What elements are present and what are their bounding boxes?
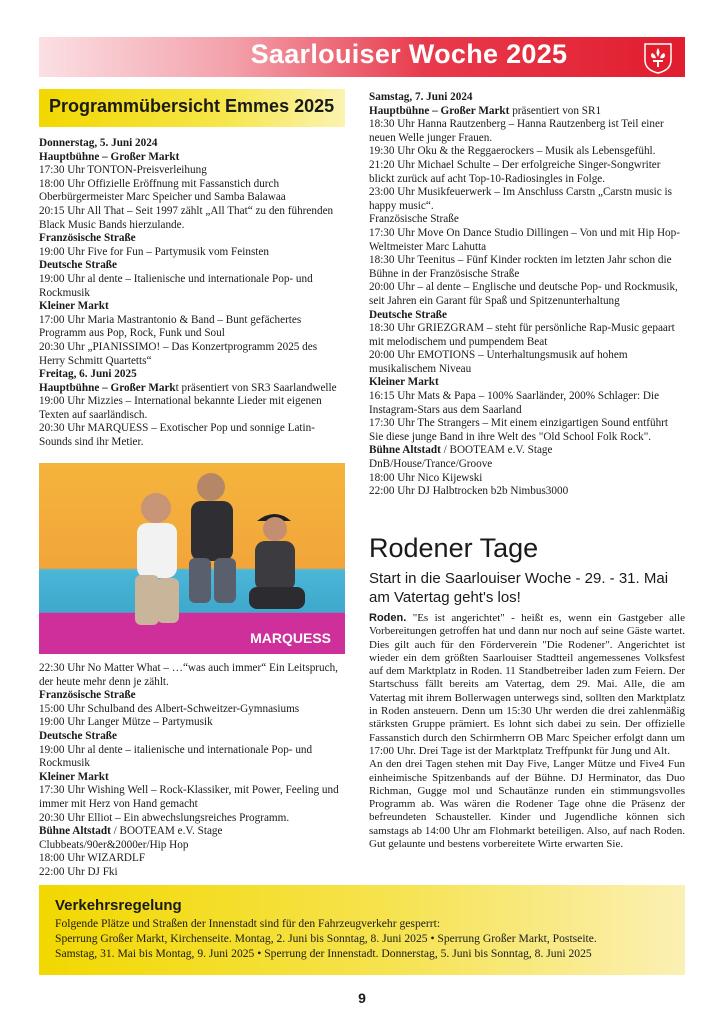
- traffic-notice-box: [39, 885, 685, 975]
- page-title: Saarlouiser Woche 2025: [250, 39, 568, 69]
- program-line: 22:30 Uhr No Matter What – …“was auch immer“ Ein Leitspruch, der heute mehr denn je zählt.: [39, 662, 338, 688]
- traffic-line-3: Samstag, 31. Mai bis Montag, 9. Juni 2025 • Sperrung der Innenstadt. Donnerstag, 5. Juni bis Sonntag, 8. Juni 2025: [55, 947, 592, 960]
- program-line: 20:15 Uhr All That – Seit 1997 zählt „All That“ zu den führenden Black Music Bands hierzulande.: [39, 204, 334, 231]
- band-photo-illustration: [39, 463, 345, 654]
- photo-caption: MARQUESS: [250, 630, 331, 646]
- program-line: Kleiner Markt: [39, 300, 109, 313]
- program-line: 18:00 Uhr Nico Kijewski: [369, 471, 483, 484]
- program-line: 19:30 Uhr Oku & the Reggaerockers – Musik als Lebensgefühl.: [369, 145, 656, 158]
- rodener-title: Rodener Tage: [369, 533, 539, 563]
- program-line: 17:30 Uhr TONTON-Preisverleihung: [39, 164, 207, 177]
- program-line: Deutsche Straße: [39, 259, 117, 272]
- program-line: Bühne Altstadt / BOOTEAM e.V. Stage: [369, 444, 553, 457]
- traffic-body: [55, 916, 680, 961]
- program-line: Donnerstag, 5. Juni 2024: [39, 137, 158, 149]
- program-line: Deutsche Straße: [39, 729, 117, 742]
- program-line: 18:30 Uhr Teenitus – Fünf Kinder rockten im letzten Jahr schon die Bühne in der Französische Straße: [369, 254, 672, 280]
- program-line: Kleiner Markt: [39, 770, 109, 783]
- program-line: 17:30 Uhr Wishing Well – Rock-Klassiker, mit Power, Feeling und immer mit Herz von Hand gemacht: [39, 784, 339, 810]
- program-line: Französische Straße: [369, 213, 459, 226]
- program-line: 19:00 Uhr Five for Fun – Partymusik vom Feinsten: [39, 245, 269, 258]
- fleur-de-lis-crest-icon: [641, 40, 675, 74]
- program-line: 17:30 Uhr Move On Dance Studio Dillingen – Von und mit Hip Hop-Weltmeister Marc Lahutta: [369, 226, 680, 253]
- rodener-article: [369, 612, 685, 851]
- program-line: Clubbeats/90er&2000er/Hip Hop: [39, 838, 189, 851]
- program-line: Hauptbühne – Großer Markt präsentiert von SR1: [369, 104, 602, 117]
- program-line: 20:00 Uhr – al dente – Englische und deutsche Pop- und Rockmusik, seit Jahren ein Garant für Spaß und Spitzenunterhaltung: [369, 281, 678, 307]
- program-line: 22:00 Uhr DJ Fki: [39, 865, 118, 878]
- program-line: 20:30 Uhr „PIANISSIMO! – Das Konzertprogramm 2025 des Herry Schmitt Quartetts“: [39, 340, 318, 367]
- program-heading: Programmübersicht Emmes 2025: [49, 96, 335, 116]
- program-line: 17:00 Uhr Maria Mastrantonio & Band – Bunt gefächertes Programm aus Pop, Rock, Funk und Soul: [39, 313, 302, 340]
- program-line: 20:30 Uhr Elliot – Ein abwechslungsreiches Programm.: [39, 811, 290, 824]
- rodener-lead: Roden.: [369, 612, 407, 624]
- program-line: Freitag, 6. Juni 2025: [39, 368, 137, 381]
- program-line: Samstag, 7. Juni 2024: [369, 91, 473, 103]
- program-line: 22:00 Uhr DJ Halbtrocken b2b Nimbus3000: [369, 485, 569, 498]
- program-left-column-bottom: [39, 662, 345, 880]
- traffic-line-1: Folgende Plätze und Straßen der Innenstadt sind für den Fahrzeugverkehr gesperrt:: [55, 917, 441, 930]
- traffic-line-2: Sperrung Großer Markt, Kirchenseite. Montag, 2. Juni bis Sonntag, 8. Juni 2025 • Sperrung Großer Markt, Postseite.: [55, 932, 597, 945]
- program-line: Kleiner Markt: [369, 376, 439, 389]
- program-line: 20:30 Uhr MARQUESS – Exotischer Pop und sonnige Latin-Sounds sind ihr Metier.: [39, 422, 315, 449]
- program-heading-box: [39, 89, 345, 127]
- program-line: Französische Straße: [39, 232, 136, 245]
- program-line: 16:15 Uhr Mats & Papa – 100% Saarländer, 200% Schlager: Die Instagram-Stars aus dem Saarland: [369, 390, 660, 416]
- program-line: DnB/House/Trance/Groove: [369, 458, 493, 471]
- rodener-subtitle: Start in die Saarlouiser Woche - 29. - 31. Mai am Vatertag geht's los!: [369, 570, 669, 606]
- program-line: 19:00 Uhr Langer Mütze – Partymusik: [39, 716, 213, 729]
- program-line: 20:00 Uhr EMOTIONS – Unterhaltungsmusik auf hohem musikalischem Niveau: [369, 349, 628, 375]
- program-line: Deutsche Straße: [369, 308, 447, 321]
- program-line: 21:20 Uhr Michael Schulte – Der erfolgreiche Singer-Songwriter blickt zurück auf acht Top-10-Radiosingles in Folge.: [369, 158, 661, 185]
- program-line: 23:00 Uhr Musikfeuerwerk – Im Anschluss Carstn „Carstn music is happy music“.: [369, 186, 672, 212]
- program-line: 19:00 Uhr al dente – italienische und internationale Pop- und Rockmusik: [39, 743, 313, 770]
- band-photo: [39, 463, 345, 654]
- program-line: Französische Straße: [39, 689, 136, 702]
- rodener-body-2: An den drei Tagen stehen mit Day Five, Langer Mütze und Five4 Fun einheimische Spitzenbands auf der Bühne. DJ Herminator, das Duo Richman, Gugge mol und Schautänze runden ein stimmungsvolles Programm ab. Was wären die Rodener Tage ohne die Präsenz der befreundeten Schausteller. Kinder und Jugendliche können sich samstags ab 14:00 Uhr am Flohmarkt beteiligen. Also, auf nach Roden. Gut gelaunte und bestens vorbereitete Wirte erwarten Sie.: [369, 758, 685, 851]
- rodener-body: "Es ist angerichtet" - heißt es, wenn ein Gastgeber alle Vorbereitungen getroffen hat und dann nur noch auf seine Gäste wartet. Dies gilt auch für den Förderverein "Die Rodener". Angerichtet ist wieder ein dem größten Saarlouiser Stadtteil angemessenes Volksfest auf dem Marktplatz in Roden. 11 Standbetreiber laden zum Feiern. Der Startschuss fällt bereits am Vatertag, dem 29. Mai. Alle, die am Vatertag mit ihrem Bollerwagen unterwegs sind, sollten den Marktplatz in Roden ansteuern. Denn um 15:30 Uhr werden die drei zahlenmäßig stärksten Gruppe prämiert. Es lohnt sich dabei zu sein. Der offizielle Fassanstich durch den Schirmherrn OB Marc Speicher erfolgt dann um 17:00 Uhr. Drei Tage ist der Marktplatz Treffpunkt für Jung und Alt.: [369, 612, 685, 757]
- program-line: 19:00 Uhr al dente – Italienische und internationale Pop- und Rockmusik: [39, 272, 313, 299]
- program-line: 18:00 Uhr WIZARDLF: [39, 852, 146, 865]
- program-line: Bühne Altstadt / BOOTEAM e.V. Stage: [39, 825, 223, 838]
- page-header: [39, 37, 685, 77]
- program-line: Hauptbühne – Großer Markt präsentiert von SR3 Saarlandwelle: [39, 381, 337, 394]
- program-line: 15:00 Uhr Schulband des Albert-Schweitzer-Gymnasiums: [39, 702, 300, 715]
- program-line: Hauptbühne – Großer Markt: [39, 150, 180, 163]
- program-line: 18:00 Uhr Offizielle Eröffnung mit Fassanstich durch Oberbürgermeister Marc Speicher und Samba Balawaa: [39, 177, 286, 204]
- program-line: 19:00 Uhr Mizzies – International bekannte Lieder mit eigenen Texten auf saarländisch.: [39, 395, 322, 421]
- program-line: 18:30 Uhr GRIEZGRAM – steht für persönliche Rap-Music gepaart mit melodischem und pumpendem Beat: [369, 322, 675, 348]
- program-left-column-top: [39, 137, 345, 450]
- program-line: 18:30 Uhr Hanna Rautzenberg – Hanna Rautzenberg ist Teil einer neuen Welle junger Frauen.: [369, 118, 664, 144]
- program-line: 17:30 Uhr The Strangers – Mit einem einzigartigen Sound entführt Sie diese junge Band in ihre Welt des "Old School Folk Rock".: [369, 417, 668, 443]
- traffic-title: Verkehrsregelung: [55, 897, 182, 914]
- program-right-column: [369, 91, 685, 499]
- page-number: 9: [358, 990, 366, 1006]
